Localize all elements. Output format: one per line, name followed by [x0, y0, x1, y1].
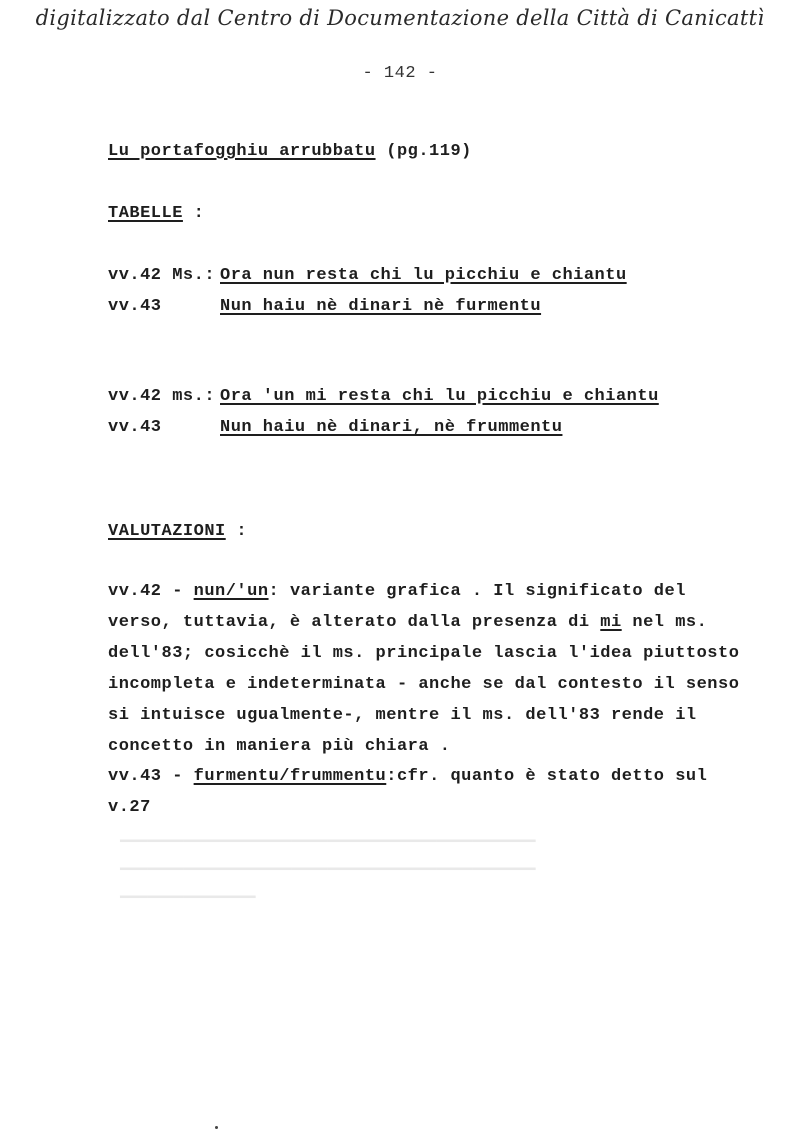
page-number: - 142 - [362, 64, 438, 83]
title-text: Lu portafogghiu arrubbatu [108, 142, 376, 161]
line-text: :cfr. quanto è stato detto sul [386, 767, 708, 786]
verse-text: Ora 'un mi resta chi lu picchiu e chiantu [220, 387, 659, 406]
paragraph-line: si intuisce ugualmente-, mentre il ms. dell'83 rende il [108, 706, 697, 725]
verse-ref: vv.43 [108, 418, 162, 437]
paragraph-line [108, 582, 686, 601]
paragraph-line [108, 613, 707, 632]
underlined-term: furmentu/frummentu [193, 767, 387, 786]
scan-speck [215, 1126, 218, 1129]
tabelle-row [108, 266, 627, 285]
digitization-watermark: digitalizzato dal Centro di Documentazione della Città di Canicattì [35, 6, 765, 30]
paragraph-line: incompleta e indeterminata - anche se dal contesto il senso [108, 675, 740, 694]
valutazioni-heading-label: VALUTAZIONI [108, 522, 226, 541]
line-text: vv.43 - [108, 767, 194, 786]
line-text: vv.42 - [108, 582, 194, 601]
paragraph-line [108, 767, 707, 786]
line-text: verso, tuttavia, è alterato dalla presenza di [108, 613, 601, 632]
tabelle-heading [108, 204, 204, 223]
valutazioni-heading [108, 522, 247, 541]
line-text: : variante grafica . Il significato del [268, 582, 686, 601]
verse-ref: vv.42 ms.: [108, 387, 216, 406]
bleed-through-shadow: ━━━━━━━━━━━━━━━ [120, 890, 256, 907]
line-text: nel ms. [621, 613, 708, 632]
paragraph-line: v.27 [108, 798, 151, 817]
verse-ref: vv.42 Ms.: [108, 266, 216, 285]
verse-text: Nun haiu nè dinari, nè frummentu [220, 418, 563, 437]
section-title [108, 142, 472, 161]
verse-text: Ora nun resta chi lu picchiu e chiantu [220, 266, 627, 285]
tabelle-row [108, 418, 562, 437]
verse-ref: vv.43 [108, 297, 162, 316]
tabelle-heading-colon: : [193, 204, 205, 223]
paragraph-line: concetto in maniera più chiara . [108, 737, 451, 756]
underlined-term: mi [600, 613, 622, 632]
valutazioni-heading-colon: : [236, 522, 248, 541]
verse-text: Nun haiu nè dinari nè furmentu [220, 297, 542, 316]
bleed-through-shadow: ━━━━━━━━━━━━━━━━━━━━━━━━━━━━━━━━━━━━━━━━━━━━━━ [120, 834, 536, 851]
tabelle-heading-label: TABELLE [108, 204, 183, 223]
title-page-ref: (pg.119) [386, 142, 472, 161]
underlined-term: nun/'un [193, 582, 269, 601]
paragraph-line: dell'83; cosicchè il ms. principale lascia l'idea piuttosto [108, 644, 740, 663]
bleed-through-shadow: ━━━━━━━━━━━━━━━━━━━━━━━━━━━━━━━━━━━━━━━━━━━━━━ [120, 862, 536, 879]
tabelle-row [108, 297, 541, 316]
tabelle-row [108, 387, 659, 406]
